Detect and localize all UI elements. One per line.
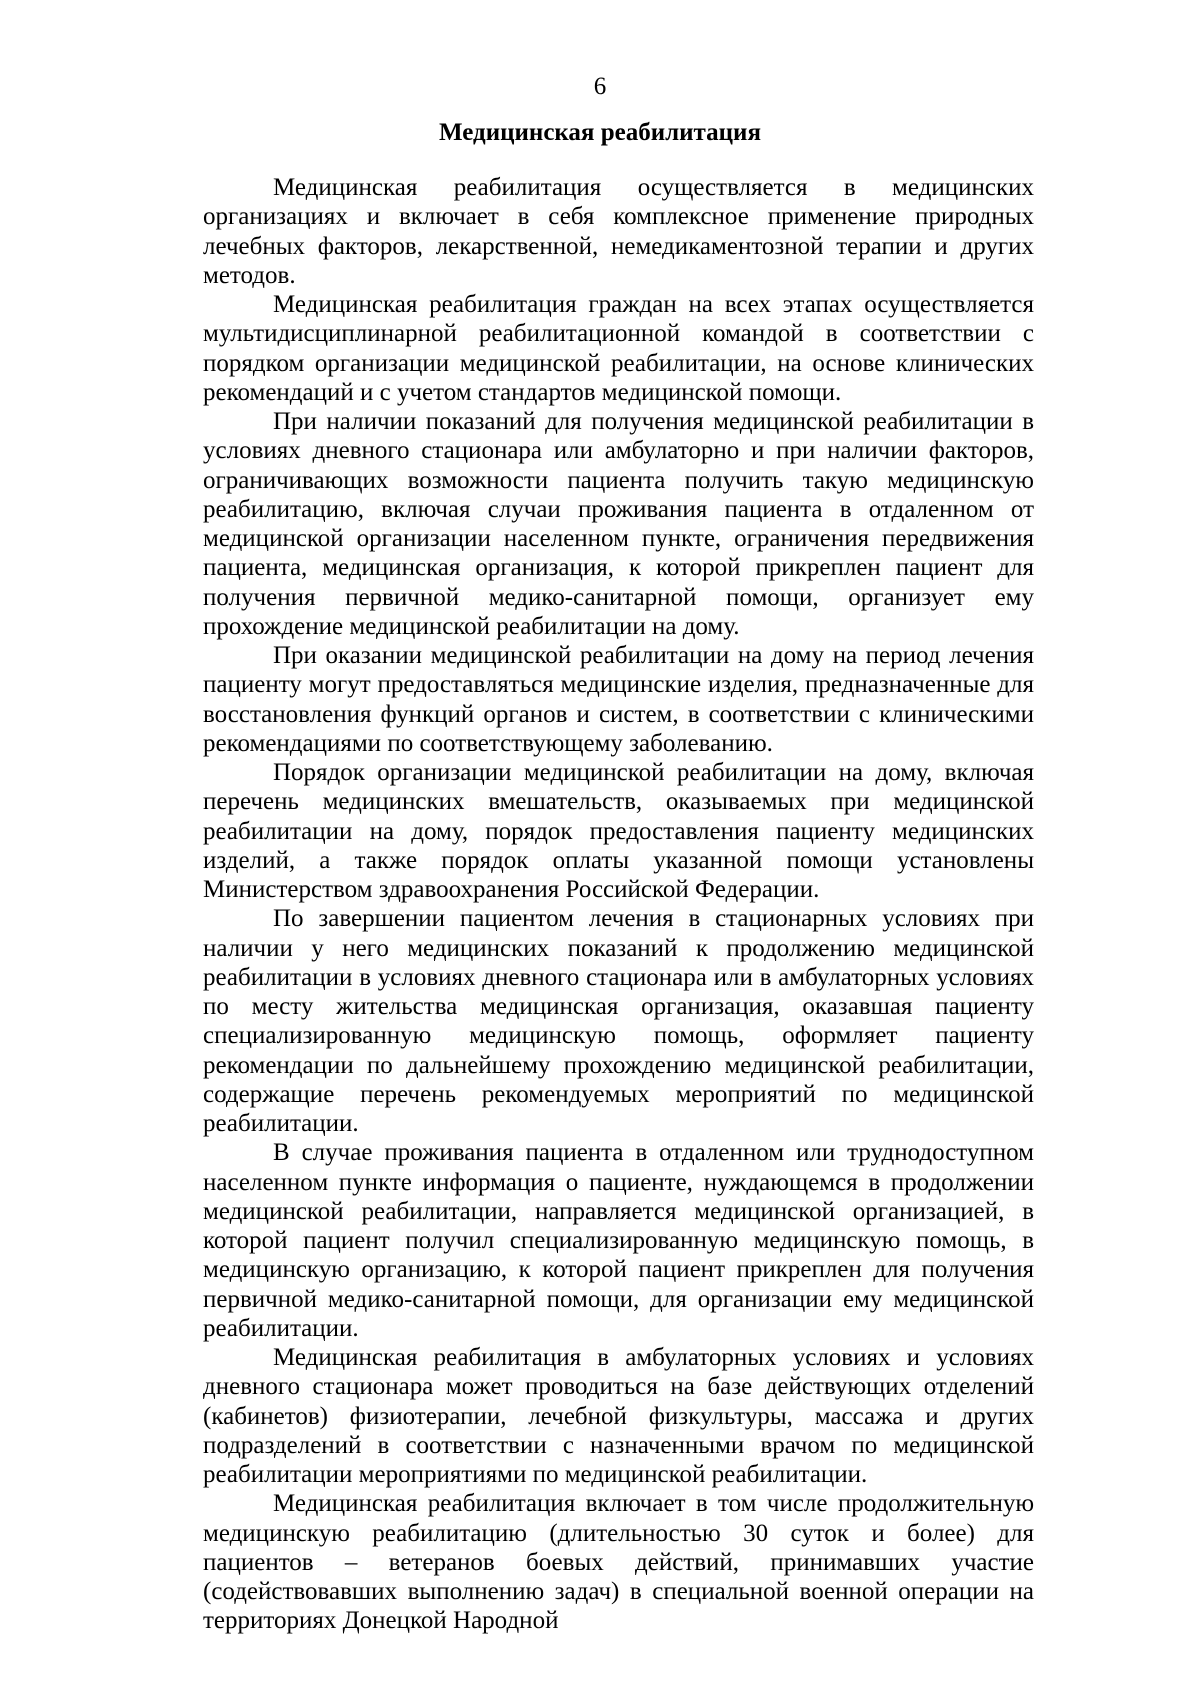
paragraph: По завершении пациентом лечения в стационарных условиях при наличии у него медицинских показаний к продолжению медицинской реабилитации в условиях дневного стационара или в амбулаторных условиях по месту жительства медицинская организация, оказавшая пациенту специализированную медицинскую помощь, оформляет пациенту рекомендации по дальнейшему прохождению медицинской реабилитации, содержащие перечень рекомендуемых мероприятий по медицинской реабилитации.: [203, 905, 1034, 1137]
body-text: [203, 173, 1034, 1636]
paragraph: Порядок организации медицинской реабилитации на дому, включая перечень медицинских вмешательств, оказываемых при медицинской реабилитации на дому, порядок предоставления пациенту медицинских изделий, а также порядок оплаты указанной помощи установлены Министерством здравоохранения Российской Федерации.: [203, 759, 1034, 903]
paragraph: Медицинская реабилитация граждан на всех этапах осуществляется мультидисциплинарной реабилитационной командой в соответствии с порядком организации медицинской реабилитации, на основе клинических рекомендаций и с учетом стандартов медицинской помощи.: [203, 291, 1034, 406]
paragraph: Медицинская реабилитация включает в том числе продолжительную медицинскую реабилитацию (длительностью 30 суток и более) для пациентов – ветеранов боевых действий, принимавших участие (содействовавших выполнению задач) в специальной военной операции на территориях Донецкой Народной: [203, 1490, 1034, 1635]
page-number: 6: [593, 73, 607, 100]
paragraph: При оказании медицинской реабилитации на дому на период лечения пациенту могут предоставляться медицинские изделия, предназначенные для восстановления функций органов и систем, в соответствии с клиническими рекомендациями по соответствующему заболеванию.: [203, 642, 1034, 757]
paragraph: Медицинская реабилитация осуществляется в медицинских организациях и включает в себя комплексное применение природных лечебных факторов, лекарственной, немедикаментозной терапии и других методов.: [203, 174, 1034, 289]
paragraph: В случае проживания пациента в отдаленном или труднодоступном населенном пункте информация о пациенте, нуждающемся в продолжении медицинской реабилитации, направляется медицинской организацией, в которой пациент получил специализированную медицинскую помощь, в медицинскую организацию, к которой пациент прикреплен для получения первичной медико-санитарной помощи, для организации ему медицинской реабилитации.: [203, 1139, 1034, 1342]
paragraph: При наличии показаний для получения медицинской реабилитации в условиях дневного стационара или амбулаторно и при наличии факторов, ограничивающих возможности пациента получить такую медицинскую реабилитацию, включая случаи проживания пациента в отдаленном от медицинской организации населенном пункте, ограничения передвижения пациента, медицинская организация, к которой прикреплен пациент для получения первичной медико-санитарной помощи, организует ему прохождение медицинской реабилитации на дому.: [203, 408, 1034, 640]
section-heading: Медицинская реабилитация: [439, 119, 761, 146]
paragraph: Медицинская реабилитация в амбулаторных условиях и условиях дневного стационара может проводиться на базе действующих отделений (кабинетов) физиотерапии, лечебной физкультуры, массажа и других подразделений в соответствии с назначенными врачом по медицинской реабилитации мероприятиями по медицинской реабилитации.: [203, 1344, 1034, 1488]
